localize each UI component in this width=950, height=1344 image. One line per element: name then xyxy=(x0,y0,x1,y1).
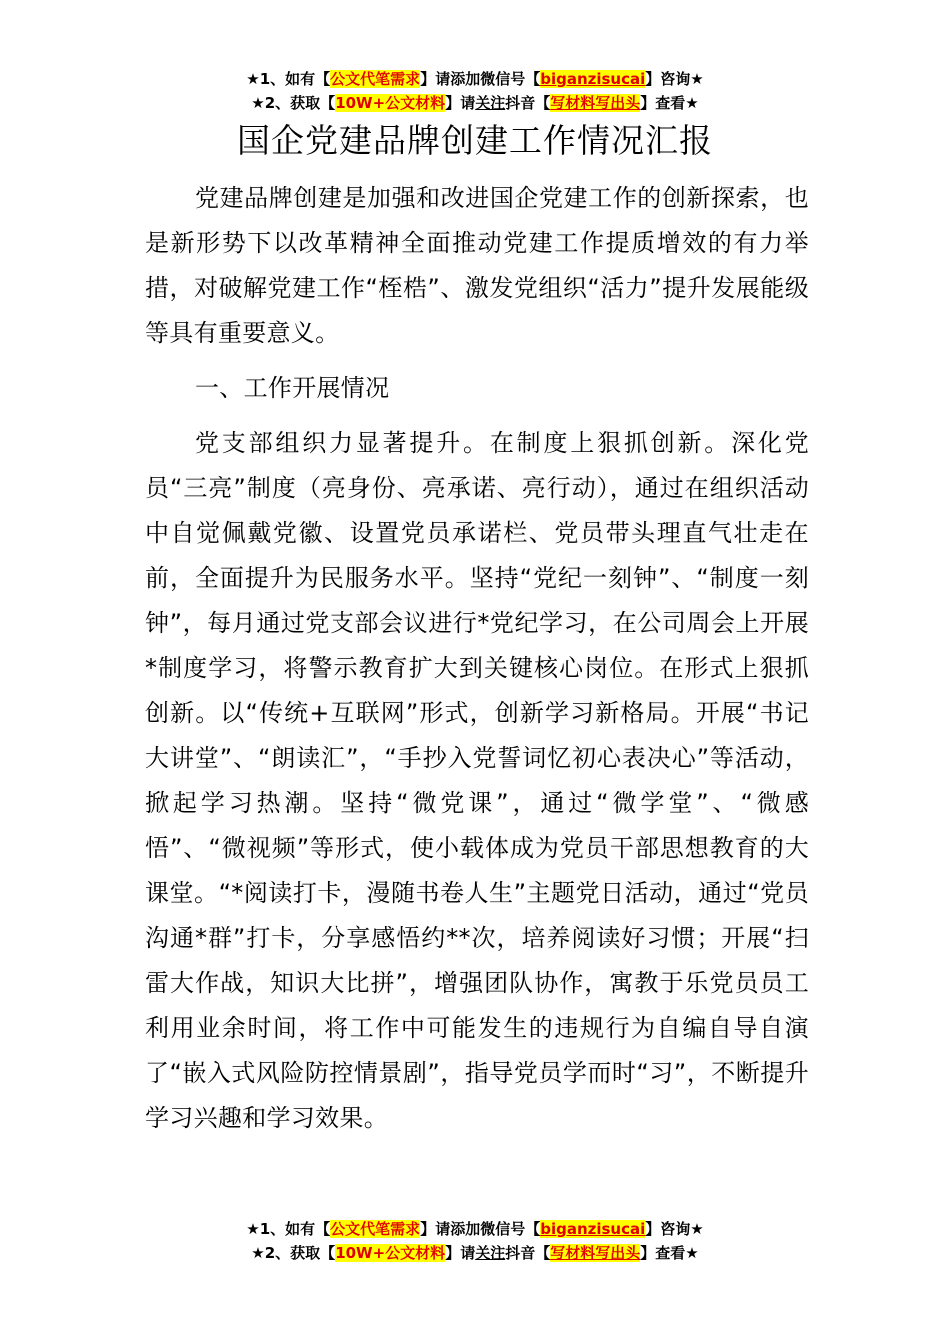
banner-text: 抖音【 xyxy=(505,94,551,112)
banner-highlight-wechat: biganzisucai xyxy=(540,70,646,88)
banner-text: ★1、如有【 xyxy=(246,70,331,88)
banner-underline-follow: 关注 xyxy=(475,1244,506,1262)
banner-text: 】请添加微信号【 xyxy=(420,1220,541,1238)
banner-highlight-douyin: 写材料写出头 xyxy=(550,1244,641,1262)
section-heading: 一、工作开展情况 xyxy=(195,374,390,402)
banner-text: 】咨询★ xyxy=(645,70,704,88)
banner-highlight-materials: 10W+公文材料 xyxy=(335,94,446,112)
banner-text: ★2、获取【 xyxy=(251,94,336,112)
section-paragraph: 党支部组织力显著提升。在制度上狠抓创新。深化党员“三亮”制度（亮身份、亮承诺、亮行动），通过在组织活动中自觉佩戴党徽、设置党员承诺栏、党员带头理直气壮走在前，全面提升为民服务水平。坚持“党纪一刻钟”、“制度一刻钟”，每月通过党支部会议进行*党纪学习，在公司周会上开展*制度学习，将警示教育扩大到关键核心岗位。在形式上狠抓创新。以“传统+互联网”形式，创新学习新格局。开展“书记大讲堂”、“朗读汇”，“手抄入党誓词忆初心表决心”等活动，掀起学习热潮。坚持“微党课”，通过“微学堂”、“微感悟”、“微视频”等形式，使小载体成为党员干部思想教育的大课堂。“*阅读打卡，漫随书卷人生”主题党日活动，通过“党员沟通*群”打卡，分享感悟约**次，培养阅读好习惯；开展“扫雷大作战，知识大比拼”，增强团队协作，寓教于乐党员员工利用业余时间，将工作中可能发生的违规行为自编自导自演了“嵌入式风险防控情景剧”，指导党员学而时“习”，不断提升学习兴趣和学习效果。 xyxy=(145,429,809,1132)
banner-text: 】查看★ xyxy=(640,1244,699,1262)
banner-text: 】查看★ xyxy=(640,94,699,112)
banner-line-2 xyxy=(0,91,950,115)
banner-line-1 xyxy=(0,67,950,91)
banner-highlight-wechat: biganzisucai xyxy=(540,1220,646,1238)
banner-text: ★1、如有【 xyxy=(246,1220,331,1238)
banner-underline-follow: 关注 xyxy=(475,94,506,112)
banner-highlight-service: 公文代笔需求 xyxy=(330,1220,421,1238)
banner-text: 】请 xyxy=(445,1244,476,1262)
banner-text: 抖音【 xyxy=(505,1244,551,1262)
document-title: 国企党建品牌创建工作情况汇报 xyxy=(237,121,713,160)
banner-highlight-douyin: 写材料写出头 xyxy=(550,94,641,112)
banner-text: 】请 xyxy=(445,94,476,112)
document-body xyxy=(145,176,809,1141)
banner-line-2 xyxy=(0,1241,950,1265)
banner-highlight-service: 公文代笔需求 xyxy=(330,70,421,88)
header-banner xyxy=(0,67,950,115)
banner-text: 】请添加微信号【 xyxy=(420,70,541,88)
banner-highlight-materials: 10W+公文材料 xyxy=(335,1244,446,1262)
banner-line-1 xyxy=(0,1217,950,1241)
banner-text: ★2、获取【 xyxy=(251,1244,336,1262)
banner-text: 】咨询★ xyxy=(645,1220,704,1238)
intro-paragraph: 党建品牌创建是加强和改进国企党建工作的创新探索，也是新形势下以改革精神全面推动党建工作提质增效的有力举措，对破解党建工作“桎梏”、激发党组织“活力”提升发展能级等具有重要意义。 xyxy=(145,184,809,347)
footer-banner xyxy=(0,1217,950,1265)
